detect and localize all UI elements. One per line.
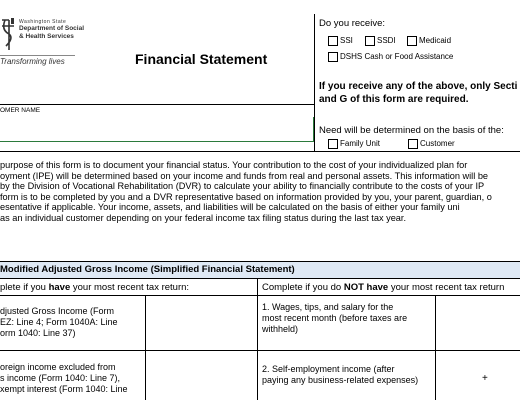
ssdi-checkbox[interactable] [365,36,375,46]
medicaid-label: Medicaid [419,36,452,45]
need-question: Need will be determined on the basis of the: [319,125,504,136]
left-row-foreign-income: oreign income excluded from s income (Form 1040: Line 7), xempt interest (Form 1040: Line [0,362,128,394]
name-top-divider [0,104,314,105]
agency-name-line1: Department of Social [19,25,85,32]
purpose-line: form is to be completed by you and a DVR representative based on information provided by you, your parent, guardian, o [0,191,492,202]
ssdi-label: SSDI [377,36,396,45]
dshs-cash-checkbox[interactable] [328,52,338,62]
logo-divider [0,55,75,56]
agency-name-line2: & Health Services [19,33,74,40]
customer-label: Customer [420,139,455,148]
customer-name-field[interactable] [0,117,314,142]
family-unit-label: Family Unit [340,139,381,148]
receive-note-line1: If you receive any of the above, only Secti [319,81,518,92]
receive-note [319,80,519,106]
customer-name-label: OMER NAME [0,107,41,114]
dshs-logo-icon [0,16,16,52]
foreign-income-amount-field[interactable] [146,351,256,400]
receive-question: Do you receive: [319,18,386,29]
agency-state: Washington State [19,19,67,25]
right-row-self-employment: 2. Self-employment income (after paying any business-related expenses) [262,364,419,385]
purpose-paragraph [0,160,520,224]
purpose-line: as an individual customer depending on your federal income tax filing status during the last tax year. [0,212,407,223]
plus-sign: + [482,373,488,384]
left-row-agi: djusted Gross Income (Form EZ: Line 4; Form 1040A: Line orm 1040: Line 37) [0,306,118,338]
receive-note-line2: and G of this form are required. [319,94,469,105]
customer-checkbox[interactable] [408,139,418,149]
header-divider [0,151,520,152]
purpose-line: by the Division of Vocational Rehabilitation (DVR) to calculate your ability to financially contribute to the costs of your IP [0,181,485,192]
self-employment-amount-field[interactable] [436,351,520,400]
right-column-header: Complete if you do NOT have your most recent tax return [262,282,505,293]
right-row-wages: 1. Wages, tips, and salary for the most recent month (before taxes are withheld) [262,302,408,334]
ssi-label: SSI [340,36,353,45]
agency-tagline: Transforming lives [0,57,65,66]
section-title: Modified Adjusted Gross Income (Simplified Financial Statement) [0,264,295,275]
agi-amount-field[interactable] [146,296,256,350]
ssi-checkbox[interactable] [328,36,338,46]
dshs-cash-label: DSHS Cash or Food Assistance [340,52,454,61]
purpose-line: purpose of this form is to document your financial status. Your contribution to the cost of your individualized plan for [0,160,468,170]
wages-amount-field[interactable] [436,296,520,350]
purpose-line: oyment (IPE) will be determined based on your income and funds from real and personal assets. This information will be [0,170,489,181]
purpose-line: esentative if applicable. Your income, assets, and liabilities will be calculated on the basis of either your family uni [0,202,460,213]
table-divider-center [257,278,258,400]
medicaid-checkbox[interactable] [407,36,417,46]
left-column-header: plete if you have your most recent tax return: [0,282,190,293]
page-title: Financial Statement [135,51,268,67]
family-unit-checkbox[interactable] [328,139,338,149]
